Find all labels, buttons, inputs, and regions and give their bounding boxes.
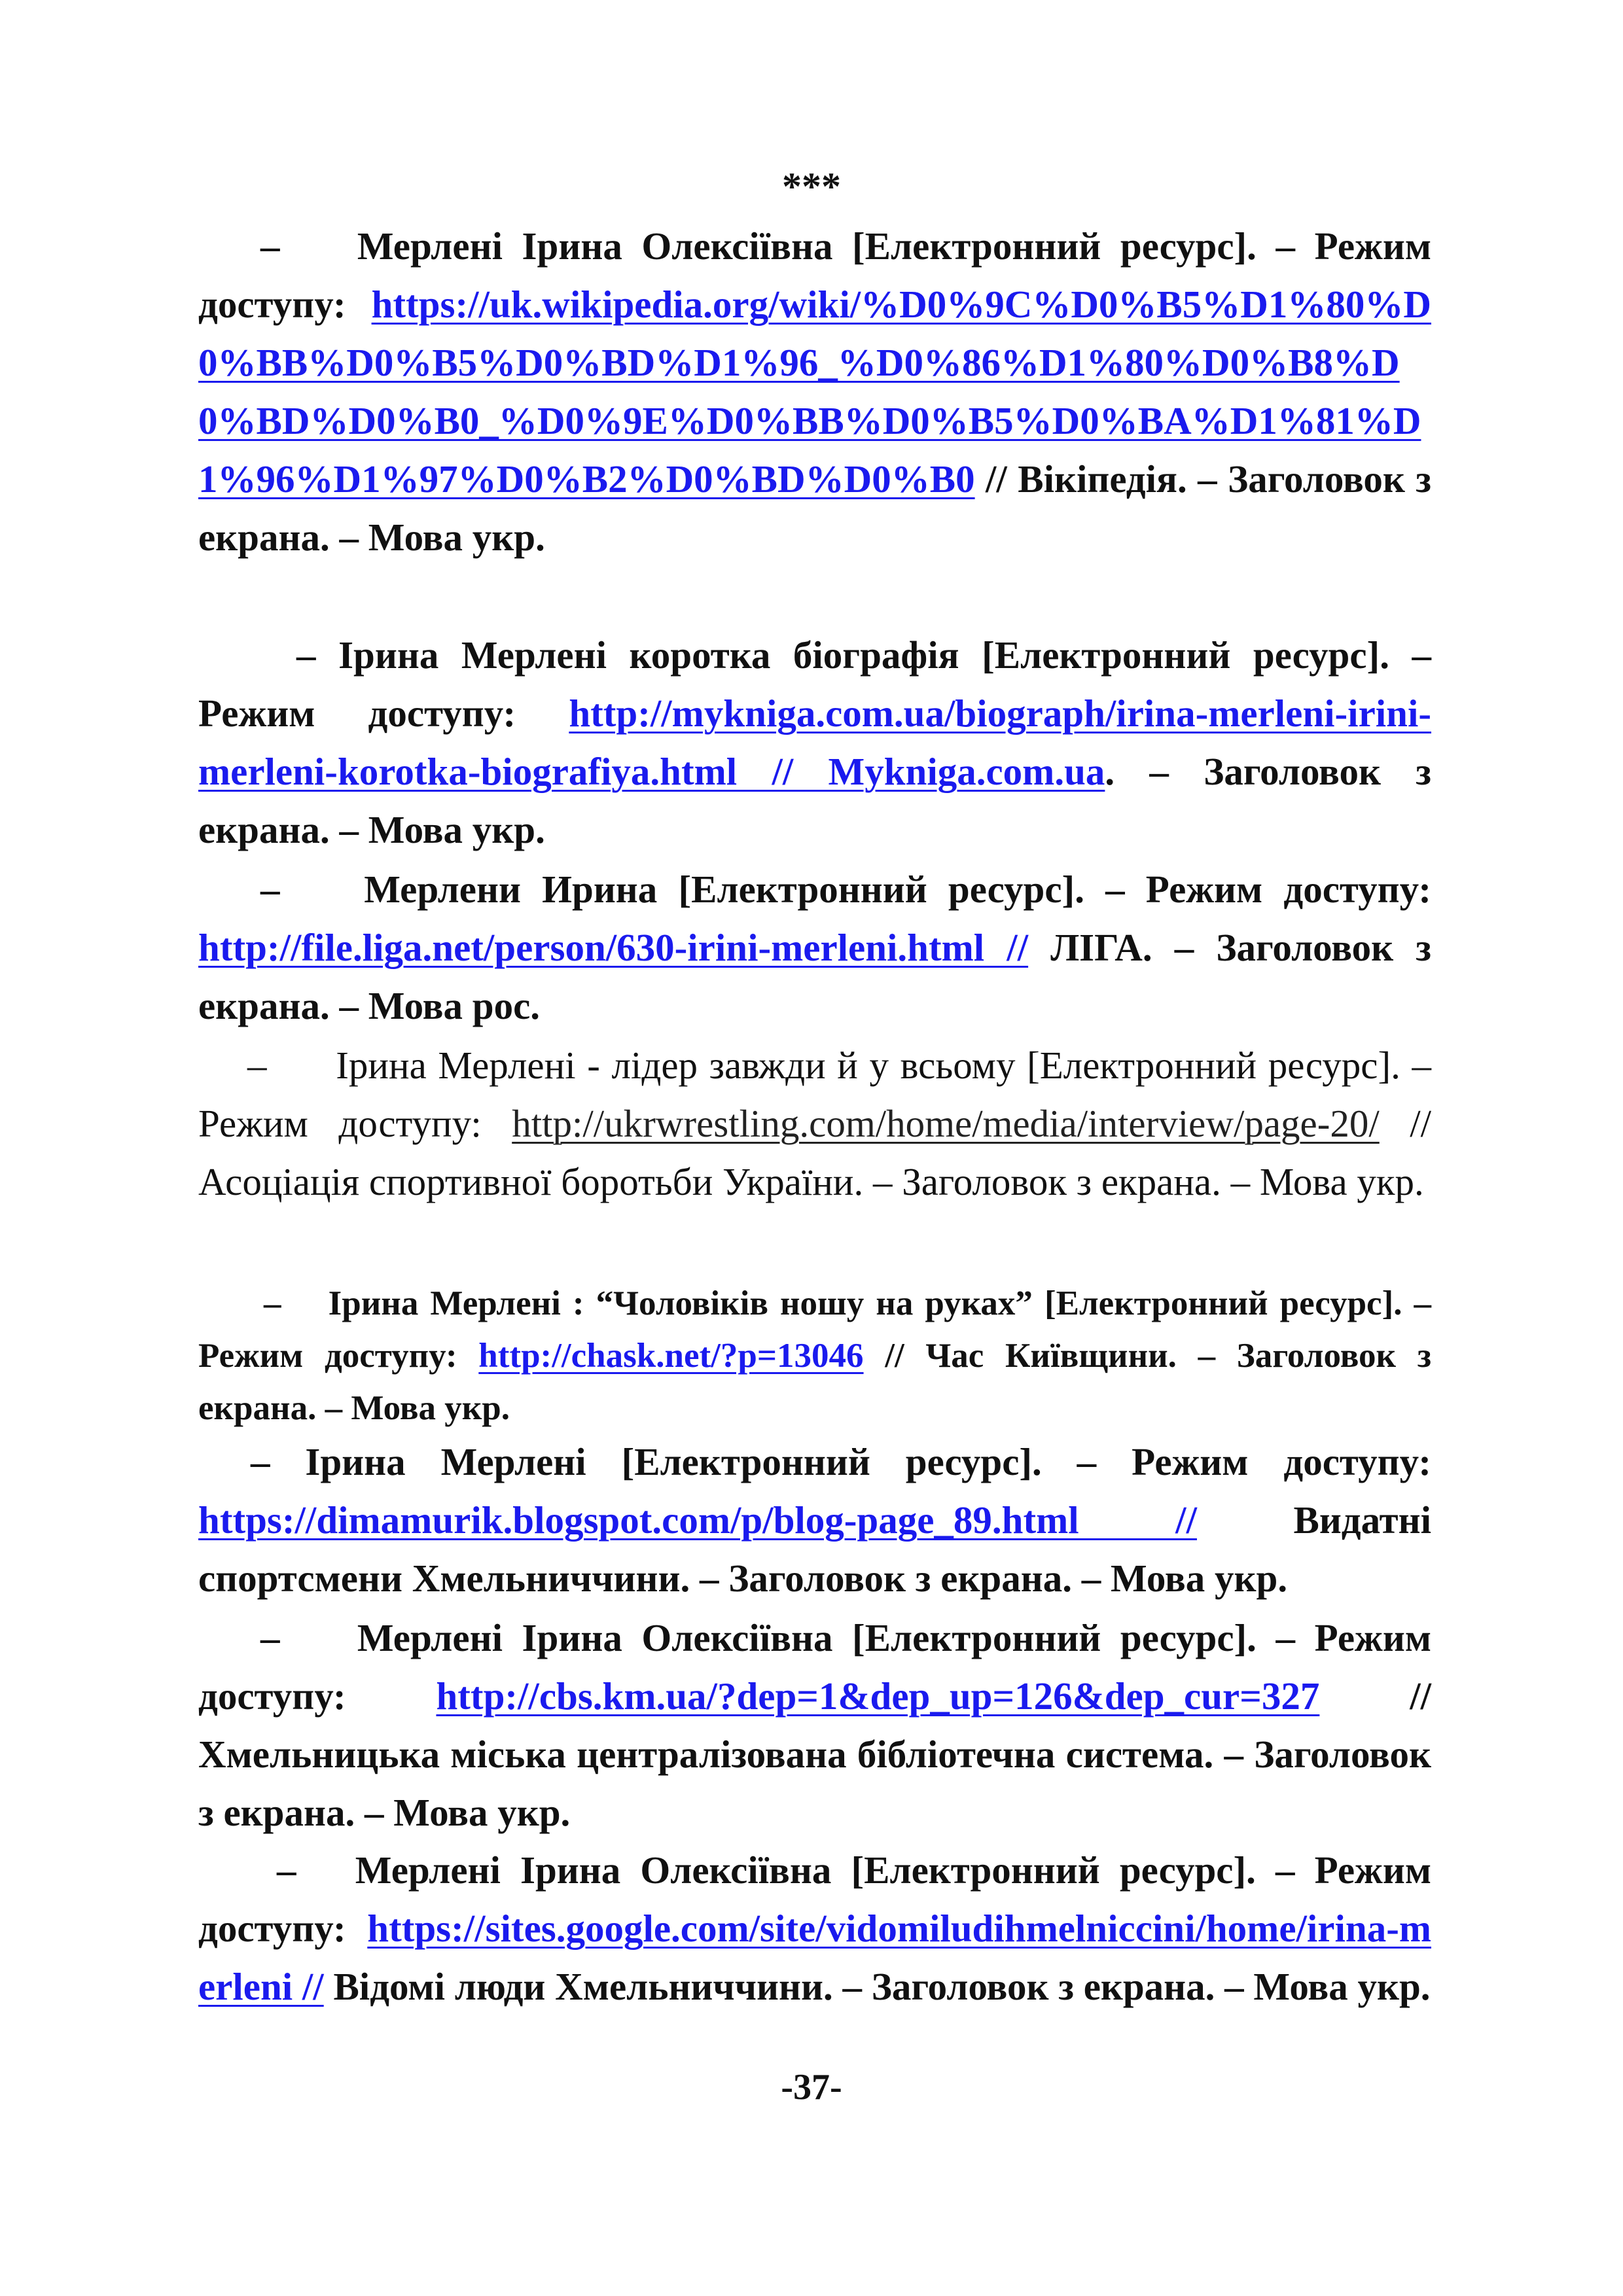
google-sites-link[interactable]: https://sites.google.com/site/vidomiludihmelniccini/home/irina-merleni // bbox=[198, 1907, 1431, 2008]
chask-link[interactable]: http://chask.net/?p=13046 bbox=[478, 1337, 864, 1375]
entry-title: Мерлені Ірина Олексіївна [Електронний ресурс]. – Режим доступу: bbox=[198, 1616, 1432, 1718]
page-number: -37- bbox=[781, 2067, 842, 2108]
entry-dash: – bbox=[260, 224, 280, 268]
entry-title: Мерлені Ірина Олексіївна [Електронний ресурс]. – Режим доступу: bbox=[198, 1848, 1432, 1950]
entry-tail: // Вікіпедія. – Заголовок з екрана. – Мова укр. bbox=[198, 457, 1431, 559]
bibliography-entry bbox=[198, 1841, 1431, 2016]
entry-title: Ірина Мерлені - лідер завжди й у всьому [Електронний ресурс]. – Режим доступу: bbox=[198, 1044, 1431, 1145]
bibliography-entry bbox=[198, 217, 1431, 567]
bibliography-entry bbox=[198, 626, 1431, 859]
cbs-link[interactable]: http://cbs.km.ua/?dep=1&dep_up=126&dep_cur=327 bbox=[436, 1674, 1320, 1718]
bibliography-entry bbox=[198, 1277, 1431, 1434]
entry-dash: – bbox=[247, 1044, 267, 1087]
wikipedia-link[interactable]: https://uk.wikipedia.org/wiki/%D0%9C%D0%B5%D1%80%D0%BB%D0%B5%D0%BD%D1%96_%D0%86%D1%80%D0%B8%D0%BD%D0%B0_%D0%9E%D0%BB%D0%B5%D0%BA%D1%81%D1%96%D1%97%D0%B2%D0%BD%D0%B0 bbox=[198, 283, 1431, 501]
entry-dash: – bbox=[277, 1848, 296, 1892]
entry-title: Мерлени Ирина [Електронний ресурс]. – Режим доступу: bbox=[364, 868, 1431, 911]
entry-dash: – bbox=[296, 633, 316, 677]
entry-dash: – bbox=[260, 1616, 280, 1659]
entry-title: Мерлені Ірина Олексіївна [Електронний ресурс]. – Режим доступу: bbox=[198, 224, 1432, 326]
entry-tail: // Хмельницька міська централізована бібліотечна система. – Заголовок з екрана. – Мова укр. bbox=[198, 1674, 1431, 1834]
bibliography-entry bbox=[198, 1609, 1431, 1842]
bibliography-entry bbox=[198, 860, 1431, 1035]
ukrwrestling-link[interactable]: http://ukrwrestling.com/home/media/interview/page-20/ bbox=[512, 1102, 1380, 1145]
bibliography-entry bbox=[198, 1036, 1431, 1211]
entry-tail: Видатні спортсмени Хмельниччини. – Заголовок з екрана. – Мова укр. bbox=[198, 1498, 1431, 1600]
entry-title: Ірина Мерлені : “Чоловіків ношу на руках” [Електронний ресурс]. – Режим доступу: bbox=[198, 1284, 1432, 1375]
liga-link[interactable]: http://file.liga.net/person/630-irini-merleni.html // bbox=[198, 926, 1029, 969]
entry-title: Ірина Мерлені коротка біографія [Електронний ресурс]. – Режим доступу: bbox=[198, 633, 1431, 735]
entry-tail: . – Заголовок з екрана. – Мова укр. bbox=[198, 750, 1431, 851]
section-separator: *** bbox=[782, 165, 841, 208]
entry-dash: – bbox=[251, 1440, 270, 1483]
entry-tail: // Асоціація спортивної боротьби України. – Заголовок з екрана. – Мова укр. bbox=[198, 1102, 1431, 1203]
entry-dash: – bbox=[260, 868, 280, 911]
bibliography-entry bbox=[198, 1433, 1431, 1608]
mykniga-link[interactable]: http://mykniga.com.ua/biograph/irina-merleni-irini-merleni-korotka-biografiya.html // Mykniga.com.ua bbox=[198, 692, 1432, 793]
entry-dash: – bbox=[264, 1284, 281, 1322]
dimamurik-link[interactable]: https://dimamurik.blogspot.com/p/blog-page_89.html // bbox=[198, 1498, 1197, 1542]
entry-tail: ЛІГА. – Заголовок з екрана. – Мова рос. bbox=[198, 926, 1431, 1027]
entry-title: Ірина Мерлені [Електронний ресурс]. – Режим доступу: bbox=[305, 1440, 1431, 1483]
entry-tail: // Час Київщини. – Заголовок з екрана. – Мова укр. bbox=[198, 1337, 1431, 1427]
entry-tail: Відомі люди Хмельниччини. – Заголовок з екрана. – Мова укр. bbox=[323, 1965, 1431, 2008]
